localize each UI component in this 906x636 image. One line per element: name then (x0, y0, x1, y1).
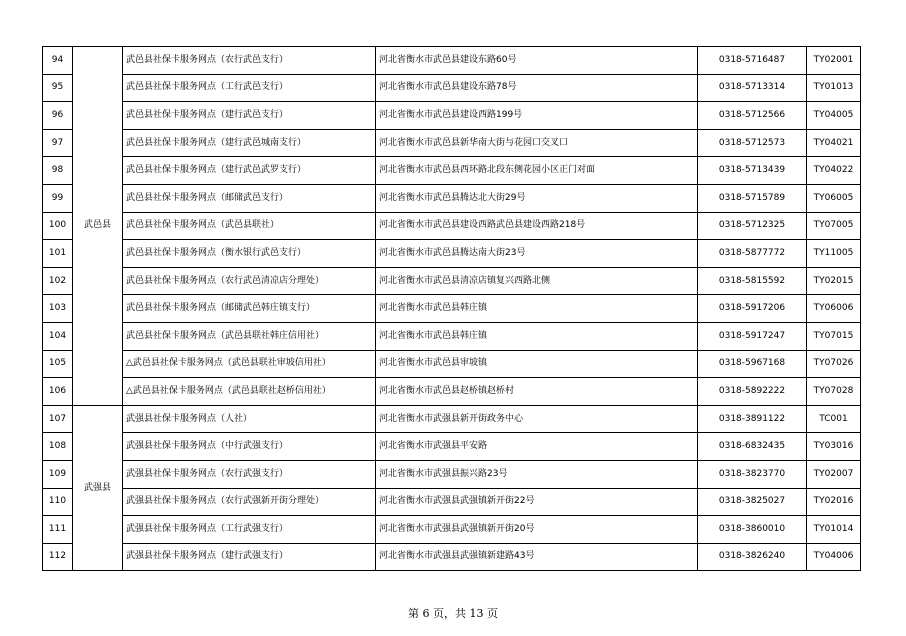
county-cell: 武强县 (73, 405, 123, 571)
address-cell: 河北省衡水市武强县武强镇新建路43号 (376, 543, 698, 571)
row-number-cell: 101 (43, 240, 73, 268)
table-row (43, 157, 861, 185)
phone-cell: 0318-5917206 (698, 295, 807, 323)
phone-cell: 0318-5815592 (698, 267, 807, 295)
table-row (43, 488, 861, 516)
table-row (43, 460, 861, 488)
row-number-cell: 111 (43, 516, 73, 544)
service-points-table (42, 46, 861, 571)
row-number-cell: 99 (43, 184, 73, 212)
service-point-name-cell: 武强县社保卡服务网点（农行武强支行） (123, 460, 376, 488)
service-point-name-cell: 武邑县社保卡服务网点（工行武邑支行） (123, 74, 376, 102)
service-point-name-cell: 武强县社保卡服务网点（中行武强支行） (123, 433, 376, 461)
code-cell: TY03016 (807, 433, 861, 461)
table-row (43, 240, 861, 268)
row-number-cell: 106 (43, 378, 73, 406)
service-point-name-cell: 武邑县社保卡服务网点（衡水银行武邑支行） (123, 240, 376, 268)
table-row (43, 74, 861, 102)
service-point-name-cell: 武邑县社保卡服务网点（建行武邑城南支行） (123, 129, 376, 157)
row-number-cell: 109 (43, 460, 73, 488)
address-cell: 河北省衡水市武邑县建设东路78号 (376, 74, 698, 102)
code-cell: TY02001 (807, 47, 861, 75)
service-point-name-cell: 武邑县社保卡服务网点（农行武邑支行） (123, 47, 376, 75)
service-point-name-cell: 武邑县社保卡服务网点（农行武邑清凉店分理处） (123, 267, 376, 295)
service-point-name-cell: △武邑县社保卡服务网点（武邑县联社审坡信用社） (123, 350, 376, 378)
table-row (43, 129, 861, 157)
service-point-name-cell: 武邑县社保卡服务网点（邮储武邑支行） (123, 184, 376, 212)
code-cell: TY07028 (807, 378, 861, 406)
address-cell: 河北省衡水市武邑县韩庄镇 (376, 295, 698, 323)
address-cell: 河北省衡水市武邑县建设西路武邑县建设西路218号 (376, 212, 698, 240)
service-point-name-cell: △武邑县社保卡服务网点（武邑县联社赵桥信用社） (123, 378, 376, 406)
table-row (43, 184, 861, 212)
row-number-cell: 96 (43, 102, 73, 130)
phone-cell: 0318-3891122 (698, 405, 807, 433)
address-cell: 河北省衡水市武强县振兴路23号 (376, 460, 698, 488)
code-cell: TY11005 (807, 240, 861, 268)
code-cell: TY04022 (807, 157, 861, 185)
service-point-name-cell: 武邑县社保卡服务网点（武邑县联社韩庄信用社） (123, 322, 376, 350)
row-number-cell: 100 (43, 212, 73, 240)
row-number-cell: 110 (43, 488, 73, 516)
page-footer: 第 6 页，共 13 页 (408, 607, 498, 620)
address-cell: 河北省衡水市武强县武强镇新开街20号 (376, 516, 698, 544)
service-point-name-cell: 武强县社保卡服务网点（人社） (123, 405, 376, 433)
service-point-name-cell: 武邑县社保卡服务网点（建行武邑支行） (123, 102, 376, 130)
row-number-cell: 104 (43, 322, 73, 350)
service-point-name-cell: 武邑县社保卡服务网点（邮储武邑韩庄镇支行） (123, 295, 376, 323)
row-number-cell: 98 (43, 157, 73, 185)
phone-cell: 0318-5712325 (698, 212, 807, 240)
phone-cell: 0318-5716487 (698, 47, 807, 75)
table-row (43, 405, 861, 433)
table-body (43, 47, 861, 571)
phone-cell: 0318-3823770 (698, 460, 807, 488)
code-cell: TY02015 (807, 267, 861, 295)
code-cell: TY01014 (807, 516, 861, 544)
address-cell: 河北省衡水市武邑县审坡镇 (376, 350, 698, 378)
phone-cell: 0318-5967168 (698, 350, 807, 378)
table-row (43, 212, 861, 240)
code-cell: TY06006 (807, 295, 861, 323)
code-cell: TC001 (807, 405, 861, 433)
phone-cell: 0318-5877772 (698, 240, 807, 268)
phone-cell: 0318-5917247 (698, 322, 807, 350)
phone-cell: 0318-5713314 (698, 74, 807, 102)
row-number-cell: 112 (43, 543, 73, 571)
phone-cell: 0318-5712573 (698, 129, 807, 157)
address-cell: 河北省衡水市武邑县赵桥镇赵桥村 (376, 378, 698, 406)
address-cell: 河北省衡水市武邑县西环路北段东侧花园小区正门对面 (376, 157, 698, 185)
phone-cell: 0318-5715789 (698, 184, 807, 212)
service-point-name-cell: 武邑县社保卡服务网点（武邑县联社） (123, 212, 376, 240)
row-number-cell: 97 (43, 129, 73, 157)
phone-cell: 0318-5892222 (698, 378, 807, 406)
address-cell: 河北省衡水市武邑县腾达南大街23号 (376, 240, 698, 268)
code-cell: TY02016 (807, 488, 861, 516)
address-cell: 河北省衡水市武强县平安路 (376, 433, 698, 461)
service-point-name-cell: 武强县社保卡服务网点（建行武强支行） (123, 543, 376, 571)
code-cell: TY01013 (807, 74, 861, 102)
service-point-name-cell: 武强县社保卡服务网点（农行武强新开街分理处） (123, 488, 376, 516)
row-number-cell: 103 (43, 295, 73, 323)
address-cell: 河北省衡水市武邑县清凉店镇复兴西路北侧 (376, 267, 698, 295)
code-cell: TY02007 (807, 460, 861, 488)
table-row (43, 295, 861, 323)
address-cell: 河北省衡水市武邑县韩庄镇 (376, 322, 698, 350)
table-row (43, 47, 861, 75)
row-number-cell: 108 (43, 433, 73, 461)
phone-cell: 0318-3826240 (698, 543, 807, 571)
phone-cell: 0318-5713439 (698, 157, 807, 185)
code-cell: TY07015 (807, 322, 861, 350)
row-number-cell: 105 (43, 350, 73, 378)
row-number-cell: 107 (43, 405, 73, 433)
code-cell: TY07005 (807, 212, 861, 240)
phone-cell: 0318-6832435 (698, 433, 807, 461)
address-cell: 河北省衡水市武邑县腾达北大街29号 (376, 184, 698, 212)
address-cell: 河北省衡水市武邑县建设西路199号 (376, 102, 698, 130)
service-point-name-cell: 武邑县社保卡服务网点（建行武邑武罗支行） (123, 157, 376, 185)
row-number-cell: 94 (43, 47, 73, 75)
code-cell: TY04006 (807, 543, 861, 571)
phone-cell: 0318-3825027 (698, 488, 807, 516)
table-row (43, 350, 861, 378)
table-row (43, 433, 861, 461)
phone-cell: 0318-3860010 (698, 516, 807, 544)
code-cell: TY07026 (807, 350, 861, 378)
code-cell: TY04021 (807, 129, 861, 157)
address-cell: 河北省衡水市武强县武强镇新开街22号 (376, 488, 698, 516)
table-row (43, 378, 861, 406)
row-number-cell: 95 (43, 74, 73, 102)
table-row (43, 267, 861, 295)
table-row (43, 102, 861, 130)
table-row (43, 516, 861, 544)
county-cell: 武邑县 (73, 47, 123, 406)
table-row (43, 322, 861, 350)
address-cell: 河北省衡水市武邑县新华南大街与花园口交叉口 (376, 129, 698, 157)
table-row (43, 543, 861, 571)
service-point-name-cell: 武强县社保卡服务网点（工行武强支行） (123, 516, 376, 544)
code-cell: TY06005 (807, 184, 861, 212)
row-number-cell: 102 (43, 267, 73, 295)
code-cell: TY04005 (807, 102, 861, 130)
address-cell: 河北省衡水市武邑县建设东路60号 (376, 47, 698, 75)
address-cell: 河北省衡水市武强县新开街政务中心 (376, 405, 698, 433)
phone-cell: 0318-5712566 (698, 102, 807, 130)
